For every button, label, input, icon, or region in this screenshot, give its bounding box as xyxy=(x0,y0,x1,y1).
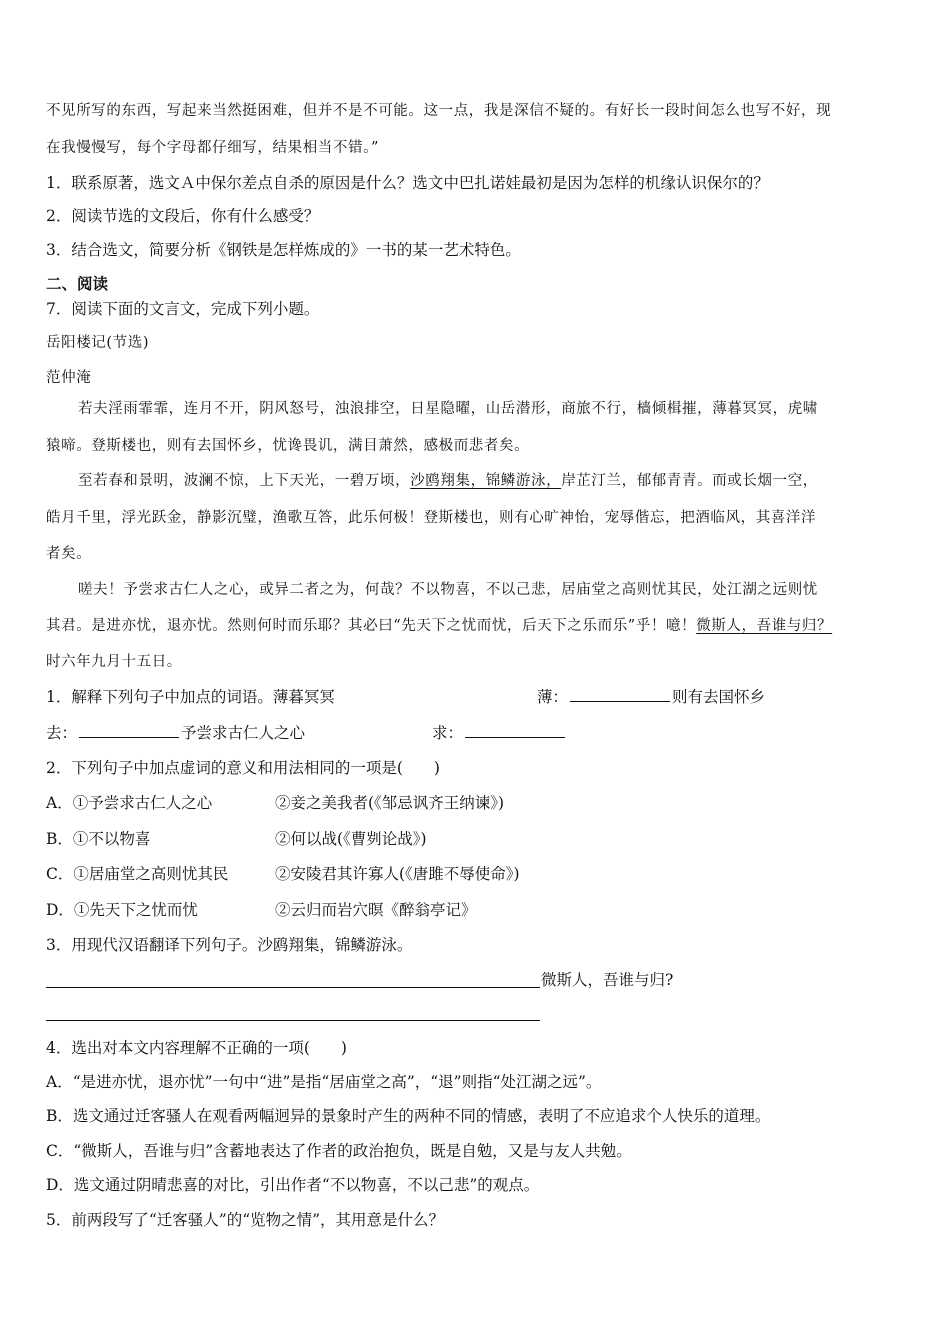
option-b-2: ②何以战(《曹刿论战》) xyxy=(275,830,427,848)
passage-text: 其君。是进亦忧，退亦忧。然则何时而乐耶？其必曰“先天下之忧而忧，后天下之乐而乐”乎！噫！ xyxy=(46,618,697,634)
option-c-1: C．①居庙堂之高则忧其民 xyxy=(46,865,229,883)
option-d-1: D．①先天下之忧而忧 xyxy=(46,901,198,919)
underlined-sentence: 沙鸥翔集，锦鳞游泳， xyxy=(410,473,562,489)
q4-option-d: D．选文通过阴晴悲喜的对比，引出作者“不以物喜，不以己悲”的观点。 xyxy=(46,1176,540,1194)
passage-line: 时六年九月十五日。 xyxy=(46,654,182,670)
passage-title: 岳阳楼记(节选) xyxy=(46,335,150,351)
option-a-1: A．①予尝求古仁人之心 xyxy=(46,794,213,812)
q4-option-a: A．“是进亦忧，退亦忧”一句中“进”是指“居庙堂之高”，“退”则指“处江湖之远”。 xyxy=(46,1073,602,1091)
passage-line: 嗟夫！予尝求古仁人之心，或异二者之为，何哉？不以物喜，不以己悲，居庙堂之高则忧其民，处江湖之远则忧 xyxy=(78,582,818,598)
q4-option-b: B．选文通过迁客骚人在观看两幅迥异的景象时产生的两种不同的情感，表明了不应追求个人快乐的道理。 xyxy=(46,1107,771,1125)
answer-line[interactable] xyxy=(46,1020,540,1021)
option-b-1: B．①不以物喜 xyxy=(46,830,151,848)
passage-line: 猿啼。登斯楼也，则有去国怀乡，忧谗畏讥，满目萧然，感极而悲者矣。 xyxy=(46,438,530,454)
passage-line xyxy=(78,470,818,492)
option-d-2: ②云归而岩穴暝《醉翁亭记》 xyxy=(275,901,477,919)
q4-stem: 4．选出对本文内容理解不正确的一项( ) xyxy=(46,1039,347,1057)
text-line: 在我慢慢写，每个字母都仔细写，结果相当不错。” xyxy=(46,140,379,156)
blank-label: 去： xyxy=(46,724,78,742)
blank-label: 薄： xyxy=(537,688,569,706)
question-2: 2．阅读节选的文段后，你有什么感受？ xyxy=(46,207,320,225)
question-7: 7．阅读下面的文言文，完成下列小题。 xyxy=(46,300,320,318)
q4-option-c: C．“微斯人，吾谁与归”含蓄地表达了作者的政治抱负，既是自勉，又是与友人共勉。 xyxy=(46,1142,632,1160)
question-1: 1．联系原著，选文Ａ中保尔差点自杀的原因是什么？选文中巴扎诺娃最初是因为怎样的机缘认识保尔的？ xyxy=(46,174,769,192)
q2-stem: 2．下列句子中加点虚词的意义和用法相同的一项是( ) xyxy=(46,759,440,777)
passage-line: 若夫淫雨霏霏，连月不开，阴风怒号，浊浪排空，日星隐曜，山岳潜形，商旅不行，樯倾楫摧，薄暮冥冥，虎啸 xyxy=(78,401,818,417)
blank-label: 求： xyxy=(432,724,464,742)
question-3: 3．结合选文，简要分析《钢铁是怎样炼成的》一书的某一艺术特色。 xyxy=(46,241,521,259)
q1-blank-row xyxy=(537,686,765,708)
passage-text: 至若春和景明，波澜不惊，上下天光，一碧万顷， xyxy=(78,473,411,489)
option-c-2: ②安陵君其许寡人(《唐雎不辱使命》) xyxy=(275,865,520,883)
answer-blank[interactable] xyxy=(79,723,179,738)
passage-line: 者矣。 xyxy=(46,546,92,562)
answer-blank[interactable] xyxy=(570,687,670,702)
passage-text: 岸芷汀兰，郁郁青青。而或长烟一空， xyxy=(561,473,818,489)
underlined-sentence: 微斯人，吾谁与归？ xyxy=(696,618,833,634)
passage-line: 皓月千里，浮光跃金，静影沉璧，渔歌互答，此乐何极！登斯楼也，则有心旷神怡，宠辱偕忘，把酒临风，其喜洋洋 xyxy=(46,510,817,526)
answer-blank[interactable] xyxy=(465,723,565,738)
q5-stem: 5．前两段写了“迁客骚人”的“览物之情”，其用意是什么？ xyxy=(46,1211,445,1229)
q1-blank-row xyxy=(432,722,567,744)
section-heading: 二、阅读 xyxy=(46,274,109,293)
passage-author: 范仲淹 xyxy=(46,370,92,386)
q3-stem: 3．用现代汉语翻译下列句子。沙鸥翔集，锦鳞游泳。 xyxy=(46,936,413,954)
q1-text: 予尝求古仁人之心 xyxy=(181,724,306,742)
q1-blank-row xyxy=(46,722,305,744)
text-line: 不见所写的东西，写起来当然挺困难，但并不是不可能。这一点，我是深信不疑的。有好长一段时间怎么也写不好，现 xyxy=(46,103,832,119)
q3-second-sentence: 微斯人，吾谁与归? xyxy=(541,971,674,989)
answer-line[interactable] xyxy=(46,987,540,988)
passage-line xyxy=(46,615,832,637)
option-a-2: ②妾之美我者(《邹忌讽齐王纳谏》) xyxy=(275,794,505,812)
q1-stem: 1．解释下列句子中加点的词语。薄暮冥冥 xyxy=(46,688,335,706)
q1-text: 则有去国怀乡 xyxy=(672,688,766,706)
